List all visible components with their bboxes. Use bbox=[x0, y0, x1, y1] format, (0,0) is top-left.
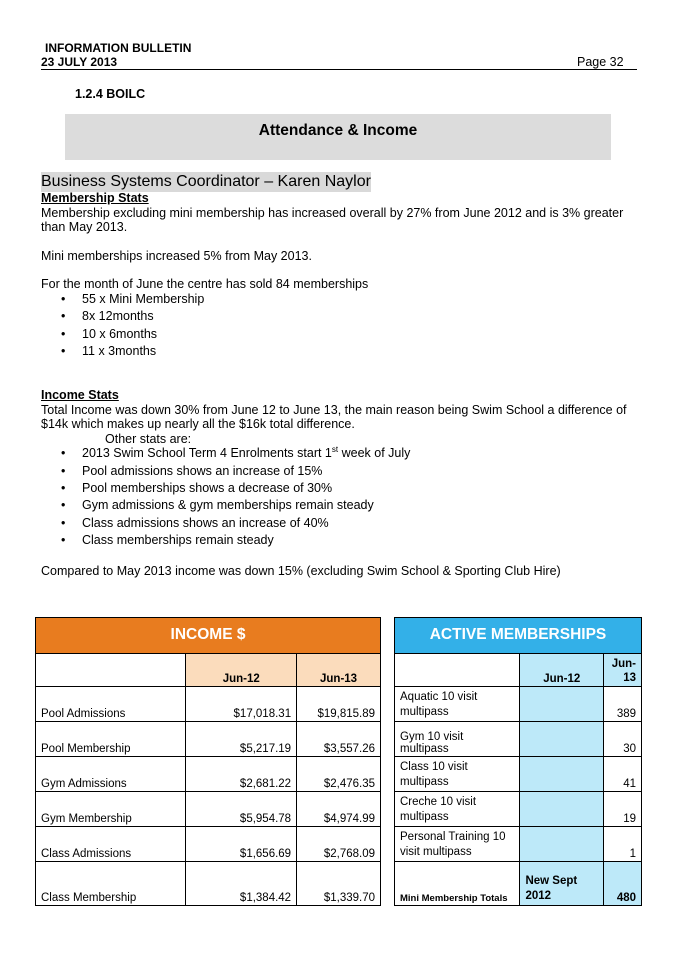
membership-line-1: Membership excluding mini membership has increased overall by 27% from June 2012 and is 3% greater bbox=[41, 205, 624, 220]
table-cell bbox=[520, 792, 604, 827]
table-cell bbox=[520, 687, 604, 722]
table-cell: 41 bbox=[604, 757, 642, 792]
table-cell: $19,815.89 bbox=[297, 687, 381, 722]
list-item: • 8x 12months bbox=[61, 309, 154, 323]
list-item: • 2013 Swim School Term 4 Enrolments start 1st week of July bbox=[61, 445, 411, 460]
table-cell bbox=[520, 722, 604, 757]
list-item: • Pool memberships shows a decrease of 30% bbox=[61, 481, 333, 495]
row-label: Class Admissions bbox=[36, 827, 186, 862]
active-memberships-table bbox=[394, 617, 642, 906]
table-row bbox=[395, 687, 642, 722]
table-row bbox=[395, 827, 642, 862]
mini-membership-text: Mini memberships increased 5% from May 2013. bbox=[41, 249, 312, 263]
totals-value: 480 bbox=[604, 862, 642, 906]
income-table bbox=[35, 617, 381, 906]
table-cell: $5,954.78 bbox=[186, 792, 297, 827]
row-label: Gym Membership bbox=[36, 792, 186, 827]
row-label: Pool Membership bbox=[36, 722, 186, 757]
table-row bbox=[395, 618, 642, 654]
list-item: • Gym admissions & gym memberships remain steady bbox=[61, 498, 374, 512]
table-row bbox=[36, 687, 381, 722]
totals-label: Mini Membership Totals bbox=[395, 862, 520, 906]
membership-stats-block bbox=[41, 191, 641, 235]
table-cell: $1,339.70 bbox=[297, 862, 381, 906]
memberships-sold-text: For the month of June the centre has sold 84 memberships bbox=[41, 277, 369, 291]
row-label: Class Membership bbox=[36, 862, 186, 906]
table-cell: $17,018.31 bbox=[186, 687, 297, 722]
bulletin-date: 23 JULY 2013 bbox=[41, 55, 118, 69]
row-label: Aquatic 10 visit multipass bbox=[395, 687, 520, 722]
table-cell: $5,217.19 bbox=[186, 722, 297, 757]
list-item: • Class memberships remain steady bbox=[61, 533, 274, 547]
table-row bbox=[36, 792, 381, 827]
table-cell: 1 bbox=[604, 827, 642, 862]
row-label: Gym 10 visit multipass bbox=[395, 722, 520, 757]
column-header: Jun-13 bbox=[297, 654, 381, 687]
table-cell: $4,974.99 bbox=[297, 792, 381, 827]
table-cell: 30 bbox=[604, 722, 642, 757]
table-cell bbox=[395, 654, 520, 687]
row-label: Personal Training 10 visit multipass bbox=[395, 827, 520, 862]
table-row bbox=[395, 862, 642, 906]
table-row bbox=[395, 722, 642, 757]
income-stats-heading: Income Stats bbox=[41, 388, 119, 402]
table-row bbox=[395, 792, 642, 827]
table-cell bbox=[36, 654, 186, 687]
row-label: Creche 10 visit multipass bbox=[395, 792, 520, 827]
table-row bbox=[36, 862, 381, 906]
table-row bbox=[395, 654, 642, 687]
column-header: Jun-12 bbox=[520, 654, 604, 687]
header-divider bbox=[41, 69, 637, 70]
table-row bbox=[36, 757, 381, 792]
membership-stats-heading: Membership Stats bbox=[41, 191, 149, 205]
income-stats-block bbox=[41, 388, 641, 446]
income-table-title: INCOME $ bbox=[36, 618, 381, 654]
income-line-2: $14k which makes up nearly all the $16k total difference. bbox=[41, 417, 355, 431]
page-number: Page 32 bbox=[577, 55, 624, 69]
bulletin-title: INFORMATION BULLETIN bbox=[45, 41, 192, 55]
table-row bbox=[36, 654, 381, 687]
other-stats-label: Other stats are: bbox=[105, 431, 192, 446]
list-item: • 11 x 3months bbox=[61, 344, 157, 358]
column-header: Jun-12 bbox=[186, 654, 297, 687]
table-cell: $2,476.35 bbox=[297, 757, 381, 792]
section-heading: 1.2.4 BOILC bbox=[75, 87, 146, 101]
row-label: Pool Admissions bbox=[36, 687, 186, 722]
list-item: • Class admissions shows an increase of 40% bbox=[61, 516, 329, 530]
row-label: Gym Admissions bbox=[36, 757, 186, 792]
table-cell: 389 bbox=[604, 687, 642, 722]
membership-line-2: than May 2013. bbox=[41, 220, 128, 234]
table-cell bbox=[520, 757, 604, 792]
list-item: • 10 x 6months bbox=[61, 327, 158, 341]
table-cell bbox=[520, 827, 604, 862]
table-row bbox=[36, 827, 381, 862]
compared-text: Compared to May 2013 income was down 15% (excluding Swim School & Sporting Club Hire) bbox=[41, 564, 561, 578]
list-item: • 55 x Mini Membership bbox=[61, 292, 205, 306]
table-cell: $2,681.22 bbox=[186, 757, 297, 792]
table-cell: $1,656.69 bbox=[186, 827, 297, 862]
table-row bbox=[395, 757, 642, 792]
table-cell: $1,384.42 bbox=[186, 862, 297, 906]
table-cell: 19 bbox=[604, 792, 642, 827]
banner-title: Attendance & Income bbox=[258, 122, 418, 139]
list-item: • Pool admissions shows an increase of 15% bbox=[61, 464, 323, 478]
row-label: Class 10 visit multipass bbox=[395, 757, 520, 792]
table-row bbox=[36, 618, 381, 654]
memberships-table-title: ACTIVE MEMBERSHIPS bbox=[395, 618, 642, 654]
table-cell: $2,768.09 bbox=[297, 827, 381, 862]
table-row bbox=[36, 722, 381, 757]
income-line-1: Total Income was down 30% from June 12 to June 13, the main reason being Swim School a difference of bbox=[41, 402, 627, 417]
totals-period: New Sept 2012 bbox=[520, 862, 604, 906]
column-header: Jun- 13 bbox=[604, 654, 642, 687]
coordinator-heading: Business Systems Coordinator – Karen Naylor bbox=[41, 173, 371, 190]
title-banner bbox=[65, 114, 611, 160]
table-cell: $3,557.26 bbox=[297, 722, 381, 757]
